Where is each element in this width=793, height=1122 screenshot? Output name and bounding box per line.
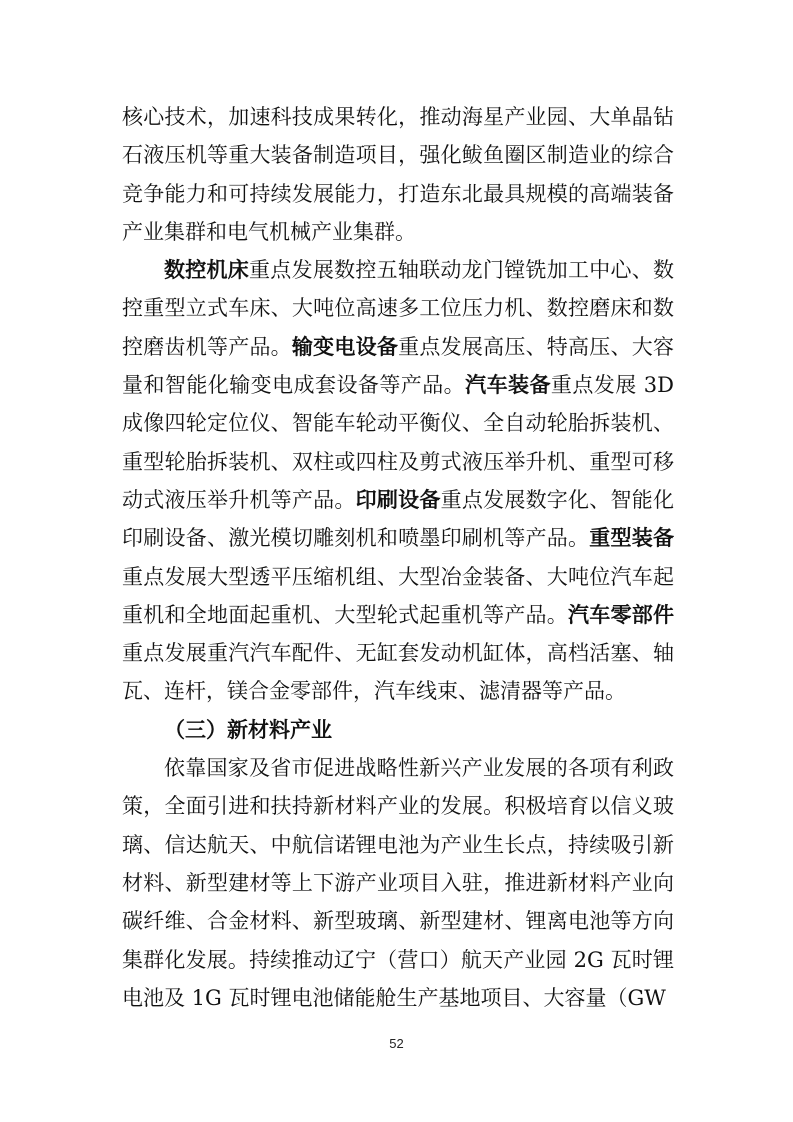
- paragraph-continued: [122, 98, 674, 251]
- keyword-printing-equipment: 印刷设备: [355, 487, 441, 512]
- paragraph-text: 重点发展大型透平压缩机组、大型冶金装备、大吨位汽车起重机和全地面起重机、大型轮式起重机等产品。: [122, 564, 674, 627]
- keyword-automotive-equipment: 汽车装备: [465, 373, 551, 398]
- paragraph-text: 重点发展重汽汽车配件、无缸套发动机缸体，高档活塞、轴瓦、连杆，镁合金零部件，汽车线束、滤清器等产品。: [122, 641, 674, 704]
- keyword-auto-parts: 汽车零部件: [568, 602, 675, 627]
- paragraph-text: 核心技术，加速科技成果转化，推动海星产业园、大单晶钻石液压机等重大装备制造项目，强化鲅鱼圈区制造业的综合竞争能力和可持续发展能力，打造东北最具规模的高端装备产业集群和电气机械产业集群。: [122, 105, 674, 244]
- paragraph-equipment-categories: [122, 251, 674, 711]
- keyword-heavy-equipment: 重型装备: [589, 526, 675, 551]
- keyword-power-transmission-equipment: 输变电设备: [291, 334, 399, 359]
- paragraph-text: 重点发展数字化、智能化印刷设备、激光模切雕刻机和喷墨印刷机等产品。: [122, 487, 675, 551]
- paragraph-text: 重点发展高压、特高压、大容量和智能化输变电成套设备等产品。: [122, 334, 675, 398]
- paragraph-text: 依靠国家及省市促进战略性新兴产业发展的各项有利政策，全面引进和扶持新材料产业的发展。积极培育以信义玻璃、信达航天、中航信诺锂电池为产业生长点，持续吸引新材料、新型建材等上下游产业项目入驻，推进新材料产业向碳纤维、合金材料、新型玻璃、新型建材、锂离电池等方向集群化发展。持续推动辽宁（营口）航天产业园 2G 瓦时锂电池及 1G 瓦时锂电池储能舱生产基地项目、大容量（GW: [122, 756, 674, 1010]
- paragraph-text: 重点发展 3D 成像四轮定位仪、智能车轮动平衡仪、全自动轮胎拆装机、重型轮胎拆装机、双柱或四柱及剪式液压举升机、重型可移动式液压举升机等产品。: [122, 373, 675, 512]
- page-number: 52: [389, 1036, 404, 1051]
- paragraph-text: 重点发展数控五轴联动龙门镗铣加工中心、数控重型立式车床、大吨位高速多工位压力机、数控磨床和数控磨齿机等产品。: [122, 258, 675, 359]
- paragraph-new-materials: [122, 749, 674, 1017]
- body-text: [122, 98, 674, 1017]
- section-heading: （三）新材料产业: [164, 717, 332, 742]
- keyword-cnc-machine-tools: 数控机床: [164, 258, 250, 283]
